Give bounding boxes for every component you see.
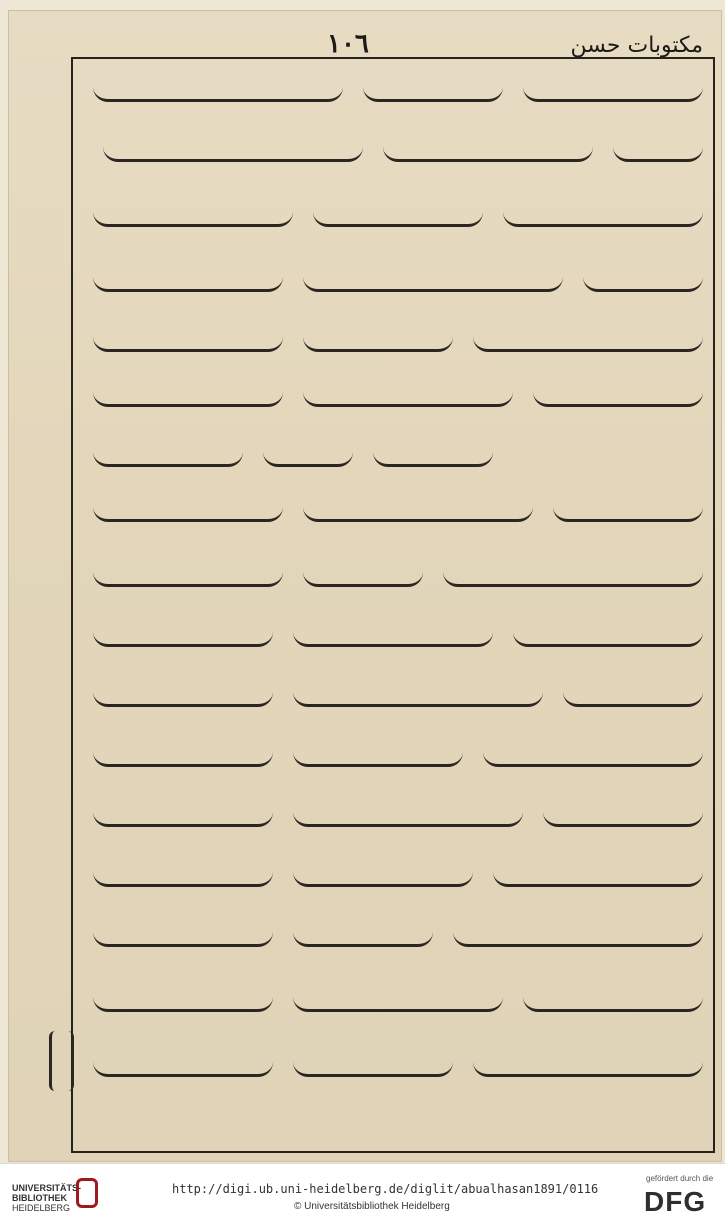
manuscript-line [83, 684, 703, 712]
library-logo-text [12, 1183, 81, 1213]
funding-label: gefördert durch die [646, 1174, 714, 1183]
manuscript-line [83, 564, 703, 592]
manuscript-line [83, 384, 703, 412]
university-library-emblem-icon [76, 1178, 98, 1208]
manuscript-line [83, 989, 703, 1017]
manuscript-line [83, 269, 703, 297]
manuscript-page [8, 10, 722, 1162]
manuscript-line [83, 804, 703, 832]
permalink-url[interactable]: http://digi.ub.uni-heidelberg.de/diglit/abualhasan1891/0116 [172, 1182, 599, 1196]
manuscript-line [83, 864, 703, 892]
text-frame [71, 57, 715, 1153]
copyright-text: © Universitätsbibliothek Heidelberg [294, 1201, 450, 1212]
manuscript-line [83, 499, 703, 527]
library-name-line2: BIBLIOTHEK [12, 1193, 67, 1203]
library-city: HEIDELBERG [12, 1203, 71, 1213]
manuscript-line [83, 744, 703, 772]
manuscript-line [83, 444, 703, 472]
dfg-logo-icon: DFG [644, 1186, 707, 1217]
manuscript-line [83, 329, 703, 357]
manuscript-line [83, 924, 703, 952]
manuscript-line [83, 1054, 703, 1082]
page-number: ١٠٦ [327, 29, 369, 59]
manuscript-line [83, 79, 703, 107]
book-title: مکتوبات حسن [570, 33, 703, 58]
manuscript-line [83, 139, 703, 167]
margin-annotation [49, 1031, 74, 1091]
manuscript-line [83, 624, 703, 652]
footer [0, 1163, 725, 1223]
manuscript-line [83, 204, 703, 232]
library-name-line1: UNIVERSITÄTS- [12, 1183, 82, 1193]
